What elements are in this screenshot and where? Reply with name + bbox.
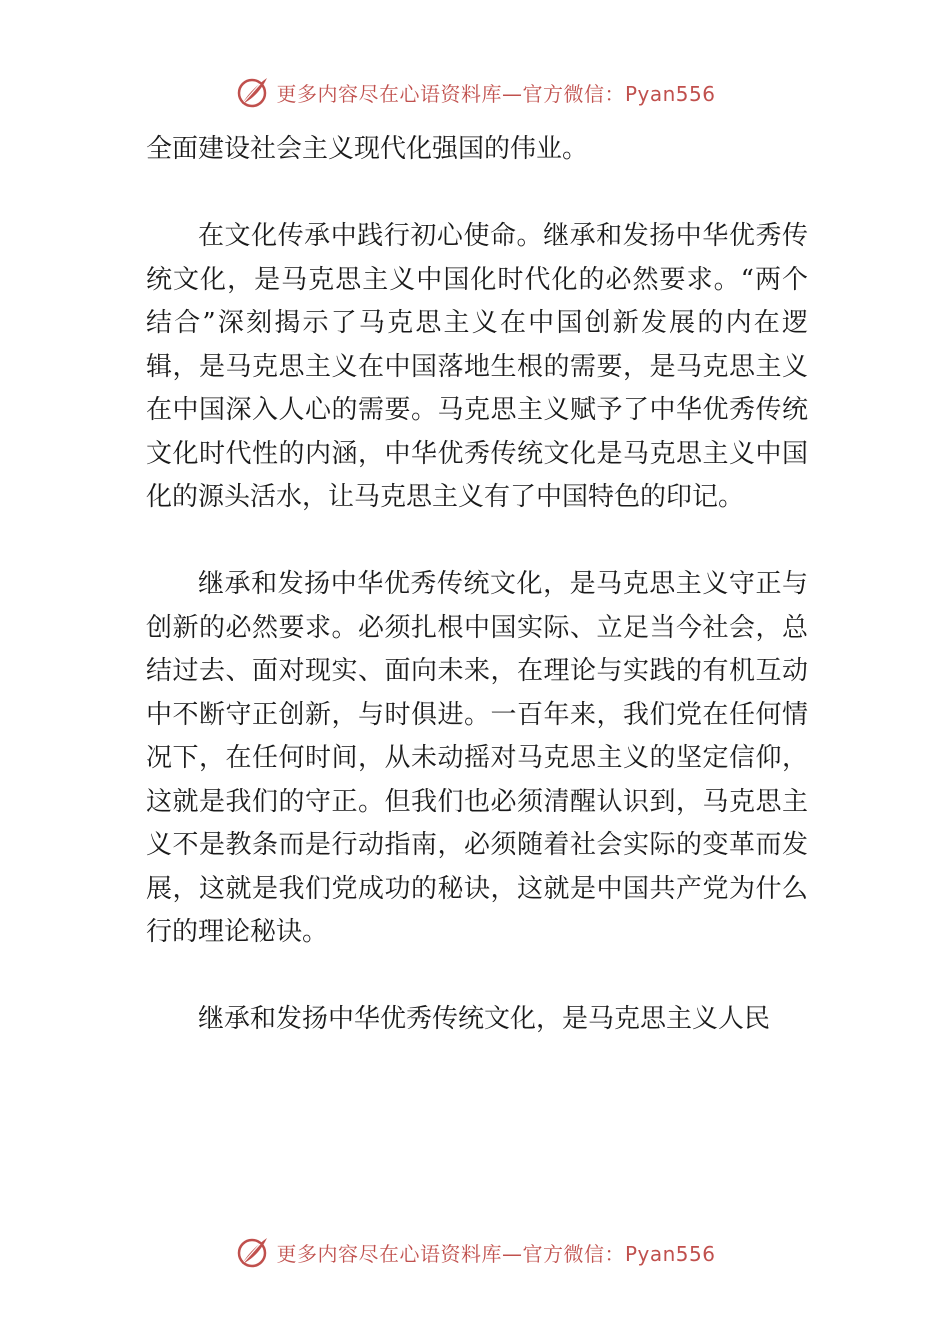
header-watermark-text: 更多内容尽在心语资料库—官方微信：Pyan556	[276, 81, 716, 106]
paragraph-people: 继承和发扬中华优秀传统文化，是马克思主义人民	[198, 1004, 771, 1034]
paragraph-gap	[146, 172, 808, 216]
footer-watermark-banner	[0, 1230, 950, 1274]
paragraph-integrity-innovation: 继承和发扬中华优秀传统文化，是马克思主义守正与创新的必然要求。必须扎根中国实际、立足当今社会，总结过去、面对现实、面向未来，在理论与实践的有机互动中不断守正创新，与时俱进。一百年来，我们党在任何情况下，在任何时间，从未动摇对马克思主义的坚定信仰，这就是我们的守正。但我们也必须清醒认识到，马克思主义不是教条而是行动指南，必须随着社会实际的变革而发展，这就是我们党成功的秘诀，这就是中国共产党为什么行的理论秘诀。	[146, 569, 808, 947]
paragraph-continuation: 全面建设社会主义现代化强国的伟业。	[146, 134, 589, 164]
quill-logo-icon	[234, 74, 270, 110]
document-body	[146, 128, 808, 1042]
paragraph-gap	[146, 520, 808, 564]
paragraph-cultural-heritage: 在文化传承中践行初心使命。继承和发扬中华优秀传统文化，是马克思主义中国化时代化的必然要求。“两个结合”深刻揭示了马克思主义在中国创新发展的内在逻辑，是马克思主义在中国落地生根的需要，是马克思主义在中国深入人心的需要。马克思主义赋予了中华优秀传统文化时代性的内涵，中华优秀传统文化是马克思主义中国化的源头活水，让马克思主义有了中国特色的印记。	[146, 221, 808, 512]
footer-watermark-text: 更多内容尽在心语资料库—官方微信：Pyan556	[276, 1241, 716, 1266]
paragraph-gap	[146, 955, 808, 999]
quill-logo-icon	[234, 1234, 270, 1270]
header-watermark-banner	[0, 70, 950, 114]
